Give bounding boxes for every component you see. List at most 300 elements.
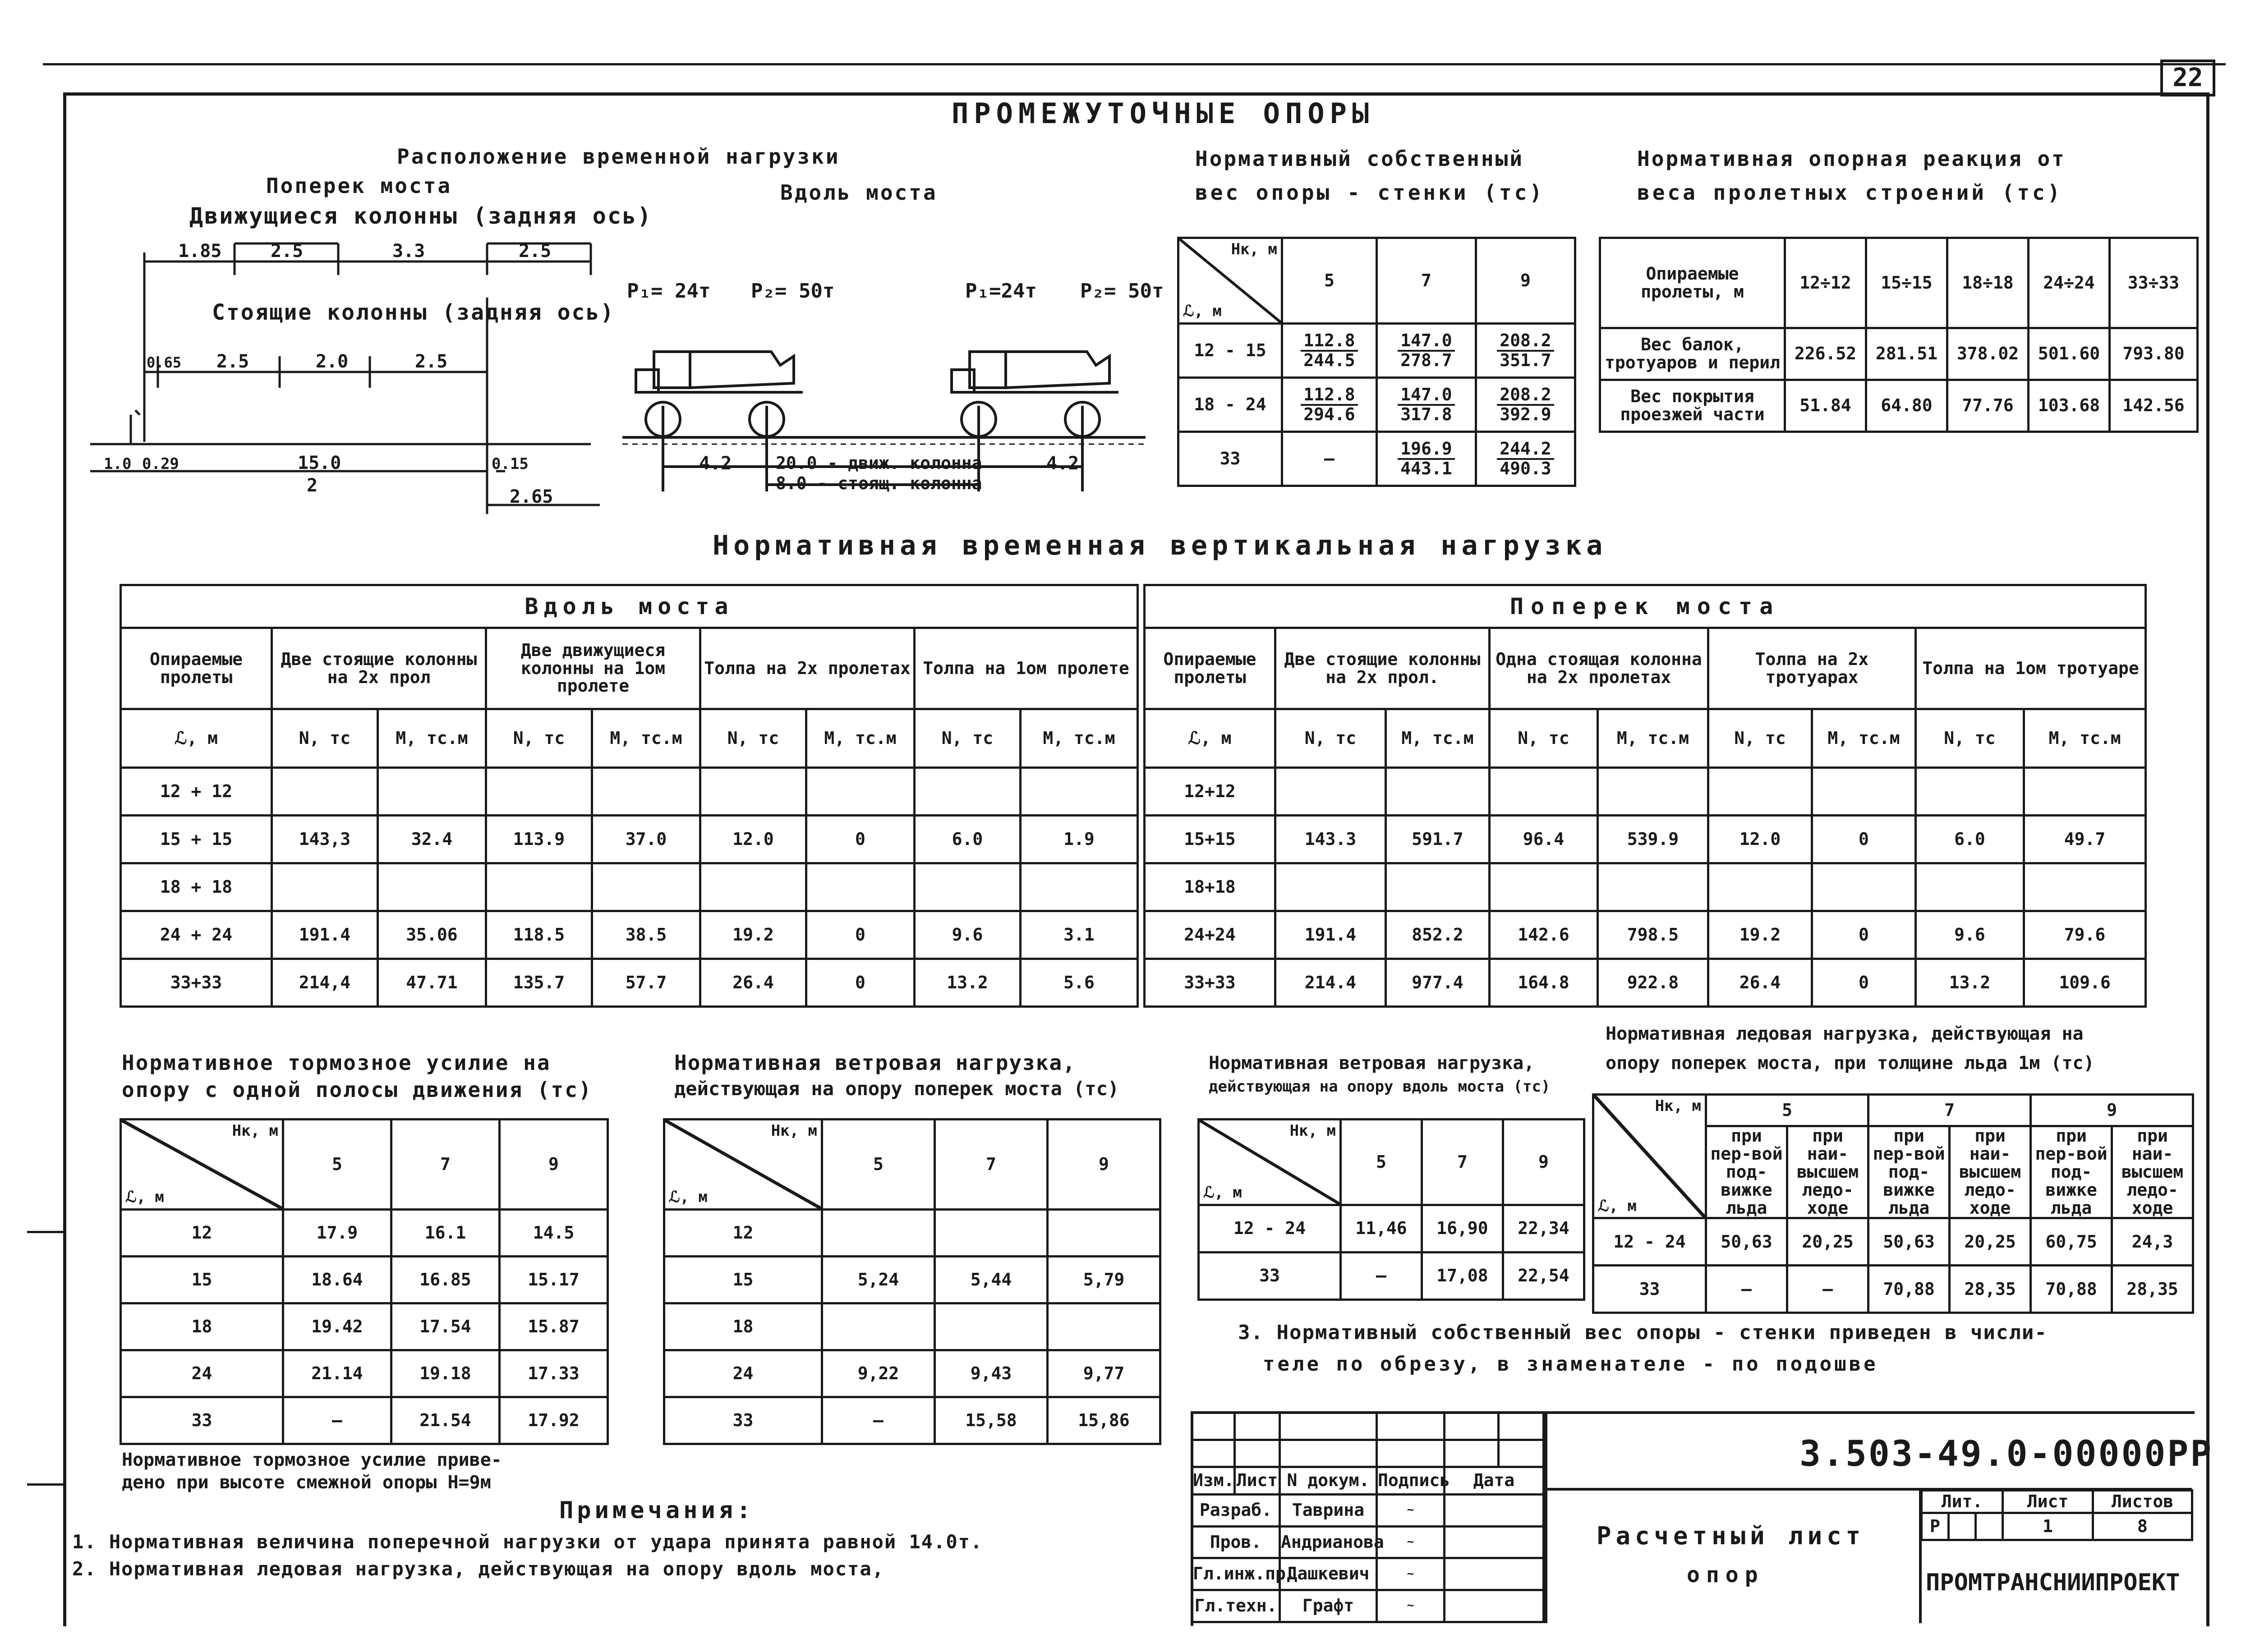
across-label: Поперек моста: [266, 174, 452, 198]
vertical-along-table: [120, 584, 1139, 1008]
cell: 281.51: [1866, 328, 1947, 380]
cell: 60,75: [2031, 1218, 2112, 1266]
col-header: 7: [1868, 1095, 2031, 1126]
top-border-line: [43, 63, 2226, 65]
cell: [272, 768, 378, 816]
sub-header: при наи-высшем ледо-ходе: [1787, 1126, 1868, 1218]
cell: 96.4: [1490, 816, 1598, 863]
person: Дашкевич: [1280, 1558, 1377, 1590]
cell: 12 - 24: [1593, 1218, 1706, 1266]
sheet-info-table: [1920, 1489, 2193, 1541]
table-corner: Hк, м ℒ, м: [1178, 238, 1282, 324]
cell: 3.1: [1021, 911, 1138, 959]
cell: [915, 863, 1021, 911]
cell: 9.6: [1916, 911, 2024, 959]
cell: 143.3: [1275, 816, 1386, 863]
cell: [935, 1303, 1048, 1350]
cell: 50,63: [1706, 1218, 1787, 1266]
braking-heading-2: опору с одной полосы движения (тс): [122, 1078, 593, 1102]
cell: 15+15: [1145, 816, 1275, 863]
cell: [806, 863, 915, 911]
notes-title: Примечания:: [559, 1497, 755, 1524]
col-header: 12÷12: [1785, 238, 1866, 328]
wind-along-heading-1: Нормативная ветровая нагрузка,: [1209, 1053, 1535, 1074]
vertical-load-heading: Нормативная временная вертикальная нагрузка: [713, 530, 1607, 561]
standing-column-dim: 8.0 - стоящ. колонна: [776, 473, 982, 493]
dim-0-15: 0.15: [492, 455, 529, 473]
cell: 18: [121, 1303, 283, 1350]
cell: 13.2: [915, 959, 1021, 1007]
cell: 12+12: [1145, 768, 1275, 816]
cell: 26.4: [700, 959, 806, 1007]
table-corner: Hк, м ℒ, м: [1593, 1095, 1706, 1218]
cell: 18: [664, 1303, 822, 1350]
table-corner: Hк, м ℒ, м: [664, 1120, 822, 1210]
unit-header: M, тс.м: [2024, 709, 2146, 768]
wind-along-table: [1197, 1118, 1585, 1301]
col-header: 9: [2031, 1095, 2193, 1126]
cell: [486, 863, 592, 911]
cell: 15.87: [500, 1303, 608, 1350]
signature: ~: [1377, 1590, 1445, 1622]
numerator: 112.8: [1301, 386, 1358, 406]
cell: 12.0: [700, 816, 806, 863]
cell: 33: [121, 1397, 283, 1444]
cell: 49.7: [2024, 816, 2146, 863]
cell: 14.5: [500, 1210, 608, 1257]
cell: [378, 863, 486, 911]
note-3-line-2: теле по обрезу, в знаменателе - по подошве: [1263, 1353, 1878, 1376]
numerator: 147.0: [1398, 332, 1454, 352]
denominator: 317.8: [1400, 404, 1452, 424]
role: Гл.техн.: [1192, 1590, 1280, 1622]
cell: 38.5: [592, 911, 700, 959]
cell: 17,08: [1422, 1253, 1503, 1300]
cell: 6.0: [915, 816, 1021, 863]
wind-across-heading-2: действующая на опору поперек моста (тс): [674, 1078, 1119, 1100]
cell: 9,43: [935, 1350, 1048, 1397]
cell: [2024, 768, 2146, 816]
cell: 33: [1593, 1266, 1706, 1313]
dim-4-2a: 4.2: [699, 453, 732, 474]
braking-table: [120, 1118, 609, 1445]
cell: 16.1: [391, 1210, 500, 1257]
cell: [806, 768, 915, 816]
wind-along-heading-2: действующая на опору вдоль моста (тс): [1209, 1078, 1551, 1096]
cell: [1916, 768, 2024, 816]
stamp-signature-table: [1191, 1411, 1545, 1623]
dim-4-2b: 4.2: [1046, 453, 1079, 474]
p1b-label: P₁=24т: [965, 280, 1037, 303]
unit-header: M, тс.м: [1386, 709, 1490, 768]
dim-2-5a: 2.5: [271, 241, 304, 262]
cell: 77.76: [1947, 380, 2029, 432]
cell: 164.8: [1490, 959, 1598, 1007]
dim-0-29: 0.29: [142, 455, 179, 473]
col-header: 7: [1422, 1120, 1503, 1205]
cell: 15,86: [1048, 1397, 1160, 1444]
sheet-number: 22: [2160, 60, 2215, 96]
unit-header: N, тс: [272, 709, 378, 768]
lit-header: Лит.: [1922, 1491, 2003, 1513]
table-corner: Hк, м ℒ, м: [1199, 1120, 1341, 1205]
cell: 103.68: [2029, 380, 2110, 432]
cell: 13.2: [1916, 959, 2024, 1007]
cell: [1708, 863, 1812, 911]
sub-header: при пер-вой под-вижке льда: [1868, 1126, 1950, 1218]
cell: 19.42: [283, 1303, 391, 1350]
cell: 0: [806, 959, 915, 1007]
reaction-table: [1599, 237, 2199, 433]
cell: 9,77: [1048, 1350, 1160, 1397]
col-header: 9: [1048, 1120, 1160, 1210]
left-tick: [27, 1231, 65, 1233]
unit-header: ℒ, м: [121, 709, 272, 768]
cell: 191.4: [272, 911, 378, 959]
col-header: 9: [1503, 1120, 1584, 1205]
table-corner: Hк, м ℒ, м: [121, 1120, 283, 1210]
role: Разраб.: [1192, 1494, 1280, 1526]
cell: 28,35: [2112, 1266, 2193, 1313]
cell: 28,35: [1950, 1266, 2031, 1313]
unit-header: M, тс.м: [1021, 709, 1138, 768]
cell: [1490, 863, 1598, 911]
across-group-header: Поперек моста: [1145, 585, 2146, 628]
note-2: 2. Нормативная ледовая нагрузка, действующая на опору вдоль моста,: [72, 1558, 884, 1580]
cell: 143,3: [272, 816, 378, 863]
numerator: 112.8: [1301, 332, 1358, 352]
load-layout-heading: Расположение временной нагрузки: [397, 144, 840, 169]
group-header: Толпа на 2х пролетах: [700, 628, 915, 709]
cross-section-diagram: [90, 234, 631, 523]
cell: 35.06: [378, 911, 486, 959]
cell: 12: [121, 1210, 283, 1257]
cell: 591.7: [1386, 816, 1490, 863]
stamp-header: N докум.: [1280, 1467, 1377, 1495]
self-weight-heading-2: вес опоры - стенки (тс): [1195, 180, 1545, 205]
lit-value: Р: [1922, 1513, 1949, 1540]
cell: 378.02: [1947, 328, 2029, 380]
person: Графт: [1280, 1590, 1377, 1622]
cell: [2024, 863, 2146, 911]
document-title-1: Расчетный лист: [1597, 1522, 1865, 1550]
cell: [822, 1210, 935, 1257]
unit-header: M, тс.м: [1598, 709, 1708, 768]
unit-header: N, тс: [1916, 709, 2024, 768]
cell: 47.71: [378, 959, 486, 1007]
along-label: Вдоль моста: [780, 180, 938, 205]
cell: 24 + 24: [121, 911, 272, 959]
moving-columns-label: Движущиеся колонны (задняя ось): [189, 203, 653, 229]
cell: 17.92: [500, 1397, 608, 1444]
col-header: 15÷15: [1866, 238, 1947, 328]
col-header: 7: [1377, 238, 1476, 324]
dim-2-5d: 2.5: [415, 351, 448, 372]
wind-across-table: [663, 1118, 1161, 1445]
dim-1-85: 1.85: [178, 241, 222, 262]
signature: ~: [1377, 1558, 1445, 1590]
reaction-heading-2: веса пролетных строений (тс): [1637, 180, 2063, 205]
dim-2-5b: 2.5: [519, 241, 552, 262]
group-header: Две движущиеся колонны на 1ом пролете: [486, 628, 700, 709]
dim-2-5c: 2.5: [216, 351, 249, 372]
cell: 5,24: [822, 1257, 935, 1303]
cell: 0: [806, 911, 915, 959]
cell: —: [1706, 1266, 1787, 1313]
cell: —: [1341, 1253, 1422, 1300]
cell: 15: [121, 1257, 283, 1303]
unit-header: N, тс: [1490, 709, 1598, 768]
col-header: 7: [391, 1120, 500, 1210]
group-header: Толпа на 1ом пролете: [915, 628, 1138, 709]
person: Таврина: [1280, 1494, 1377, 1526]
sheet-header: Лист: [2003, 1491, 2093, 1513]
sub-header: при наи-высшем ледо-ходе: [2112, 1126, 2193, 1218]
stamp-header: Лист: [1235, 1467, 1280, 1495]
group-header: Опираемые пролеты: [121, 628, 272, 709]
cell: [1275, 768, 1386, 816]
group-header: Толпа на 1ом тротуаре: [1916, 628, 2146, 709]
cell: 0: [806, 816, 915, 863]
cell: [700, 863, 806, 911]
page-title: ПРОМЕЖУТОЧНЫЕ ОПОРЫ: [952, 97, 1375, 130]
cell: 191.4: [1275, 911, 1386, 959]
cell: 16,90: [1422, 1205, 1503, 1253]
group-header: Две стоящие колонны на 2х прол.: [1275, 628, 1490, 709]
dim-2-0: 2.0: [316, 351, 349, 372]
cell: 33+33: [1145, 959, 1275, 1007]
cell: 0: [1812, 911, 1916, 959]
cell: 135.7: [486, 959, 592, 1007]
dim-0-65: 0.65: [147, 354, 182, 371]
cell: 26.4: [1708, 959, 1812, 1007]
cell: [378, 768, 486, 816]
cell: 0: [1812, 816, 1916, 863]
denominator: 490.3: [1500, 458, 1551, 478]
unit-header: M, тс.м: [806, 709, 915, 768]
cell: 5.6: [1021, 959, 1138, 1007]
signature: ~: [1377, 1526, 1445, 1558]
cell: 20,25: [1787, 1218, 1868, 1266]
cell: 922.8: [1598, 959, 1708, 1007]
cell: [700, 768, 806, 816]
denominator: 443.1: [1400, 458, 1452, 478]
cell: 16.85: [391, 1257, 500, 1303]
cell: 12: [664, 1210, 822, 1257]
col-header: 9: [500, 1120, 608, 1210]
sub-header: при наи-высшем ледо-ходе: [1950, 1126, 2031, 1218]
role: Гл.инж.пр.: [1192, 1558, 1280, 1590]
cell: 9,22: [822, 1350, 935, 1397]
cell: 32.4: [378, 816, 486, 863]
cell: 33: [664, 1397, 822, 1444]
cell: —: [283, 1397, 391, 1444]
row-header: Опираемые пролеты, м: [1600, 238, 1785, 328]
left-tick: [27, 1483, 65, 1486]
col-header: 18÷18: [1947, 238, 2029, 328]
document-title-2: опор: [1687, 1562, 1764, 1588]
cell: 9.6: [915, 911, 1021, 959]
cell: 22,34: [1503, 1205, 1584, 1253]
cell: 70,88: [1868, 1266, 1950, 1313]
cell: 15: [664, 1257, 822, 1303]
group-header: Опираемые пролеты: [1145, 628, 1275, 709]
cell: 17.9: [283, 1210, 391, 1257]
cell: [935, 1210, 1048, 1257]
cell: 18+18: [1145, 863, 1275, 911]
cell: 19.18: [391, 1350, 500, 1397]
cell: 20,25: [1950, 1218, 2031, 1266]
cell: 214.4: [1275, 959, 1386, 1007]
moving-column-dim: 20.0 - движ. колонна: [776, 453, 982, 473]
sub-header: при пер-вой под-вижке льда: [2031, 1126, 2112, 1218]
col-header: 9: [1476, 238, 1575, 324]
stamp-header: Дата: [1445, 1467, 1544, 1495]
dim-15-0: 15.0: [298, 453, 341, 473]
col-header: 5: [1706, 1095, 1868, 1126]
cell: [1812, 768, 1916, 816]
cell: 142.6: [1490, 911, 1598, 959]
cell: 539.9: [1598, 816, 1708, 863]
cell: 109.6: [2024, 959, 2146, 1007]
cell: 37.0: [592, 816, 700, 863]
denominator: 294.6: [1303, 404, 1355, 424]
col-header: 33÷33: [2110, 238, 2198, 328]
numerator: 208.2: [1497, 386, 1554, 406]
ice-table: [1592, 1093, 2194, 1314]
cell: [915, 768, 1021, 816]
unit-header: N, тс: [700, 709, 806, 768]
denominator: 278.7: [1400, 350, 1452, 370]
person: Андрианова: [1280, 1526, 1377, 1558]
unit-header: N, тс: [486, 709, 592, 768]
stamp-header: Изм.: [1192, 1467, 1235, 1495]
reaction-heading-1: Нормативная опорная реакция от: [1637, 147, 2066, 171]
cell: 12 - 24: [1199, 1205, 1341, 1253]
unit-header: N, тс: [1708, 709, 1812, 768]
cell: 214,4: [272, 959, 378, 1007]
group-header: Две стоящие колонны на 2х прол: [272, 628, 486, 709]
denominator: 392.9: [1500, 404, 1551, 424]
cell: 12 + 12: [121, 768, 272, 816]
braking-note-1: Нормативное тормозное усилие приве-: [122, 1450, 502, 1470]
cell: 113.9: [486, 816, 592, 863]
row-label: 18 - 24: [1178, 378, 1282, 432]
cell: [1708, 768, 1812, 816]
cell: [1812, 863, 1916, 911]
standing-columns-label: Стоящие колонны (задняя ось): [212, 300, 615, 325]
signature: ~: [1377, 1494, 1445, 1526]
cell: 24: [121, 1350, 283, 1397]
self-weight-table: [1177, 237, 1576, 487]
cell: 33+33: [121, 959, 272, 1007]
role: Пров.: [1192, 1526, 1280, 1558]
cell: 19.2: [700, 911, 806, 959]
cell: 226.52: [1785, 328, 1866, 380]
group-header: Одна стоящая колонна на 2х пролетах: [1490, 628, 1708, 709]
unit-header: M, тс.м: [1812, 709, 1916, 768]
cell: 21.54: [391, 1397, 500, 1444]
cell: [1598, 768, 1708, 816]
wind-across-heading-1: Нормативная ветровая нагрузка,: [674, 1051, 1076, 1075]
dim-2: 2: [307, 475, 318, 496]
unit-header: ℒ, м: [1145, 709, 1275, 768]
cell: 798.5: [1598, 911, 1708, 959]
col-header: 5: [1282, 238, 1377, 324]
cell: 12.0: [1708, 816, 1812, 863]
cell: 977.4: [1386, 959, 1490, 1007]
cell: [1021, 863, 1138, 911]
row-label: Вес балок, тротуаров и перил: [1600, 328, 1785, 380]
cell: 15 + 15: [121, 816, 272, 863]
dim-2-65: 2.65: [510, 486, 553, 507]
ice-heading-2: опору поперек моста, при толщине льда 1м (тс): [1606, 1053, 2094, 1074]
p2-label: P₂= 50т: [751, 280, 835, 303]
cell: 19.2: [1708, 911, 1812, 959]
cell: 793.80: [2110, 328, 2198, 380]
sheets-header: Листов: [2093, 1491, 2192, 1513]
document-code: 3.503-49.0-00000РР: [1799, 1434, 2214, 1474]
row-label: 33: [1178, 432, 1282, 486]
p1-label: P₁= 24т: [627, 280, 711, 303]
cell: [1490, 768, 1598, 816]
cell: [1598, 863, 1708, 911]
unit-header: N, тс: [915, 709, 1021, 768]
dim-3-3: 3.3: [392, 241, 425, 262]
cell: 6.0: [1916, 816, 2024, 863]
cell: 15,58: [935, 1397, 1048, 1444]
cell: [272, 863, 378, 911]
cell: 501.60: [2029, 328, 2110, 380]
note-3-line-1: 3. Нормативный собственный вес опоры - стенки приведен в числи-: [1238, 1321, 2048, 1344]
cell: 17.54: [391, 1303, 500, 1350]
cell: [486, 768, 592, 816]
sub-header: при пер-вой под-вижке льда: [1706, 1126, 1787, 1218]
cell: [1021, 768, 1138, 816]
cell: 22,54: [1503, 1253, 1584, 1300]
organization: ПРОМТРАНСНИИПРОЕКТ: [1926, 1569, 2180, 1596]
ice-heading-1: Нормативная ледовая нагрузка, действующая на: [1606, 1023, 2084, 1044]
cell: 18.64: [283, 1257, 391, 1303]
col-header: 5: [1341, 1120, 1422, 1205]
col-header: 7: [935, 1120, 1048, 1210]
cell: [1275, 863, 1386, 911]
p2b-label: P₂= 50т: [1080, 280, 1164, 303]
stamp-divider: [1545, 1411, 1547, 1623]
cell: 21.14: [283, 1350, 391, 1397]
unit-header: M, тс.м: [592, 709, 700, 768]
numerator: 208.2: [1497, 332, 1554, 352]
cell: —: [1787, 1266, 1868, 1313]
cell: 0: [1812, 959, 1916, 1007]
cell: —: [822, 1397, 935, 1444]
cell: [1386, 863, 1490, 911]
sheets-value: 8: [2093, 1513, 2192, 1540]
cell: 18 + 18: [121, 863, 272, 911]
cell: 70,88: [2031, 1266, 2112, 1313]
note-1: 1. Нормативная величина поперечной нагрузки от удара принята равной 14.0т.: [72, 1531, 983, 1553]
numerator: 244.2: [1497, 440, 1554, 460]
denominator: 351.7: [1500, 350, 1551, 370]
stamp-header: Подпись: [1377, 1467, 1445, 1495]
cell: [1048, 1303, 1160, 1350]
braking-heading-1: Нормативное тормозное усилие на: [122, 1051, 551, 1075]
cell: [592, 863, 700, 911]
along-group-header: Вдоль моста: [121, 585, 1138, 628]
unit-header: N, тс: [1275, 709, 1386, 768]
self-weight-heading-1: Нормативный собственный: [1195, 147, 1524, 171]
row-label: 12 - 15: [1178, 324, 1282, 378]
